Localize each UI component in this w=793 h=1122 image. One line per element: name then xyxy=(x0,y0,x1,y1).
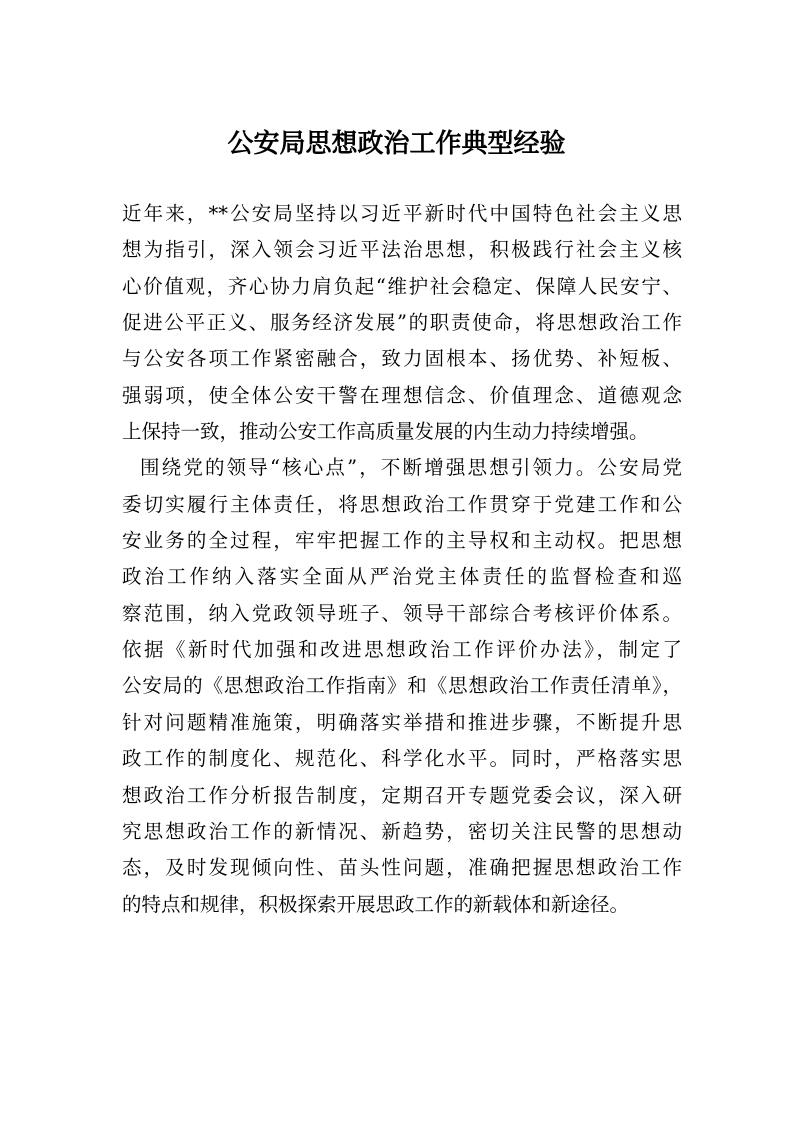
paragraph-intro xyxy=(122,196,682,450)
text-line: 依据《新时代加强和改进思想政治工作评价办法》，制定了 xyxy=(122,638,682,662)
text-line: 想政治工作分析报告制度，定期召开专题党委会议，深入研 xyxy=(122,783,682,807)
text-line: 委切实履行主体责任，将思想政治工作贯穿于党建工作和公 xyxy=(122,492,682,516)
text-line: 近年来，**公安局坚持以习近平新时代中国特色社会主义思 xyxy=(122,202,682,225)
text-line: 促进公平正义、服务经济发展”的职责使命，将思想政治工作 xyxy=(122,311,682,335)
document-title: 公安局思想政治工作典型经验 xyxy=(227,129,566,159)
text-line: 政治工作纳入落实全面从严治党主体责任的监督检查和巡 xyxy=(122,565,682,589)
text-line: 想为指引，深入领会习近平法治思想，积极践行社会主义核 xyxy=(122,238,682,262)
text-line: 的特点和规律，积极探索开展思政工作的新载体和新途径。 xyxy=(122,892,630,916)
text-line: 公安局的《思想政治工作指南》和《思想政治工作责任清单》， xyxy=(122,674,682,698)
text-line: 针对问题精准施策，明确落实举措和推进步骤，不断提升思 xyxy=(122,710,682,734)
text-line: 安业务的全过程，牢牢把握工作的主导权和主动权。把思想 xyxy=(122,529,682,553)
paragraph-party-leadership xyxy=(122,450,682,922)
text-line: 态，及时发现倾向性、苗头性问题，准确把握思想政治工作 xyxy=(122,856,682,880)
text-line: 强弱项，使全体公安干警在理想信念、价值理念、道德观念 xyxy=(122,383,682,407)
text-line: 究思想政治工作的新情况、新趋势，密切关注民警的思想动 xyxy=(122,819,682,843)
text-line: 上保持一致，推动公安工作高质量发展的内生动力持续增强。 xyxy=(122,420,649,444)
text-line: 围绕党的领导“核心点”，不断增强思想引领力。公安局党 xyxy=(140,456,682,480)
text-line: 心价值观，齐心协力肩负起“维护社会稳定、保障人民安宁、 xyxy=(122,274,682,298)
text-line: 政工作的制度化、规范化、科学化水平。同时，严格落实思 xyxy=(122,747,682,771)
text-line: 察范围，纳入党政领导班子、领导干部综合考核评价体系。 xyxy=(122,601,682,625)
document-body xyxy=(122,196,682,923)
text-line: 与公安各项工作紧密融合，致力固根本、扬优势、补短板、 xyxy=(122,347,682,371)
